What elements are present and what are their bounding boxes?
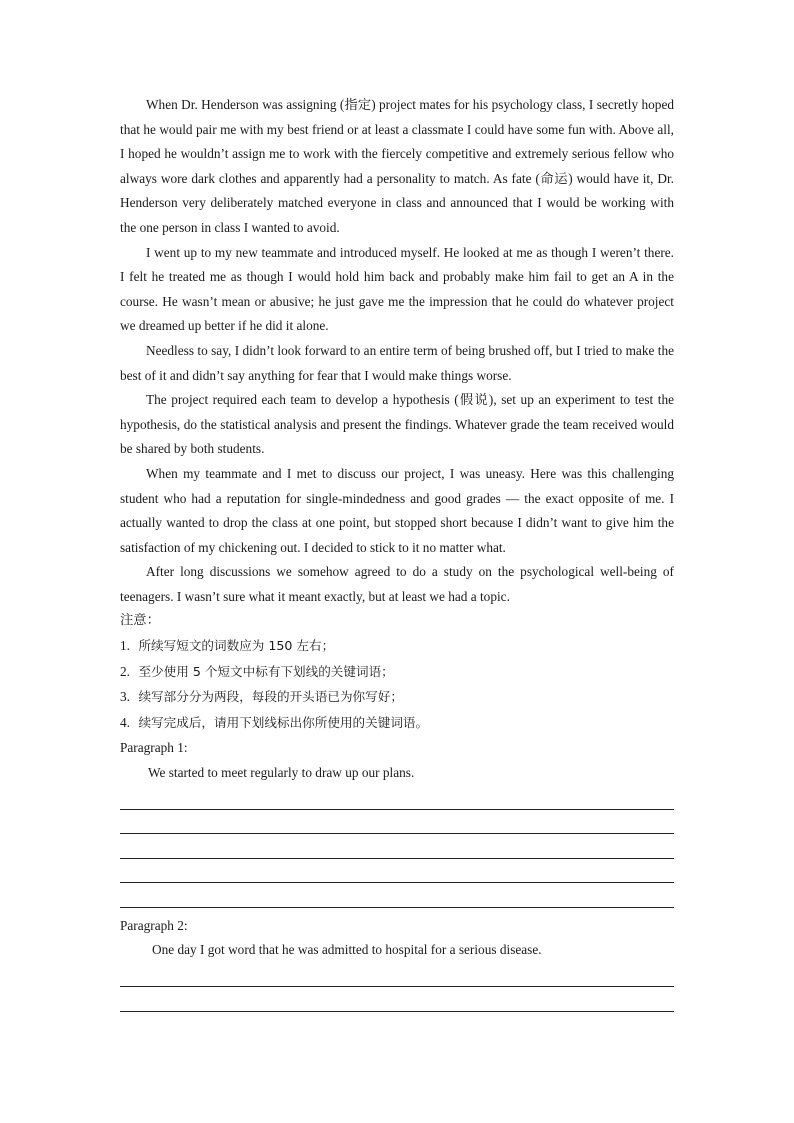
paragraph-1-section bbox=[120, 736, 674, 913]
note-number: 1. bbox=[120, 638, 130, 654]
note-text: 所续写短文的词数应为 150 左右； bbox=[138, 638, 335, 654]
passage bbox=[120, 93, 674, 609]
document-page bbox=[120, 93, 674, 1012]
paragraph-1-opener: We started to meet regularly to draw up our plans. bbox=[148, 765, 415, 781]
note-number: 3. bbox=[120, 689, 130, 705]
note-item-1 bbox=[120, 634, 674, 660]
notes-section bbox=[120, 609, 674, 736]
note-text: 续写部分分为两段，每段的开头语已为你写好； bbox=[138, 689, 403, 705]
note-number: 4. bbox=[120, 714, 130, 730]
writing-line[interactable] bbox=[120, 883, 674, 907]
passage-paragraph-6: After long discussions we somehow agreed to do a study on the psychological well-being of teenagers. I wasn’t sure what it meant exactly, but at least we had a topic. bbox=[120, 564, 674, 604]
writing-line[interactable] bbox=[120, 810, 674, 834]
paragraph-2-section bbox=[120, 914, 674, 1012]
paragraph-1-label: Paragraph 1: bbox=[120, 740, 188, 756]
paragraph-1-writing-lines[interactable] bbox=[120, 786, 674, 908]
paragraph-2-writing-lines[interactable] bbox=[120, 963, 674, 1012]
passage-paragraph-1: When Dr. Henderson was assigning (指定) project mates for his psychology class, I secretly hoped that he would pair me with my best friend or at least a classmate I could have some fun with. Above all, I hoped he wouldn’t assign me to work with the fiercely competitive and extremely serious fellow who always wore dark clothes and apparently had a personality to match. As fate (命运) would have it, Dr. Henderson very deliberately matched everyone in class and announced that I would be working with the one person in class I wanted to avoid. bbox=[120, 97, 674, 235]
passage-paragraph-4: The project required each team to develop a hypothesis (假说), set up an experiment to test the hypothesis, do the statistical analysis and present the findings. Whatever grade the team received would be shared by both students. bbox=[120, 392, 674, 457]
writing-line[interactable] bbox=[120, 859, 674, 883]
writing-line[interactable] bbox=[120, 963, 674, 987]
writing-line[interactable] bbox=[120, 786, 674, 810]
notes-heading: 注意： bbox=[120, 613, 160, 629]
paragraph-2-opener: One day I got word that he was admitted to hospital for a serious disease. bbox=[152, 942, 542, 958]
note-item-3 bbox=[120, 685, 674, 711]
note-item-4 bbox=[120, 711, 674, 737]
note-number: 2. bbox=[120, 663, 130, 679]
passage-paragraph-2: I went up to my new teammate and introduced myself. He looked at me as though I weren’t there. I felt he treated me as though I would hold him back and probably make him fail to get an A in the course. He wasn’t mean or abusive; he just gave me the impression that he could do whatever project we dreamed up better if he did it alone. bbox=[120, 244, 674, 334]
passage-paragraph-5: When my teammate and I met to discuss our project, I was uneasy. Here was this challenging student who had a reputation for single-mindedness and good grades — the exact opposite of me. I actually wanted to drop the class at one point, but stopped short because I didn’t want to give him the satisfaction of my chickening out. I decided to stick to it no matter what. bbox=[120, 465, 674, 555]
paragraph-2-label: Paragraph 2: bbox=[120, 917, 188, 933]
note-text: 至少使用 5 个短文中标有下划线的关键词语； bbox=[138, 663, 394, 679]
writing-line[interactable] bbox=[120, 834, 674, 858]
note-text: 续写完成后，请用下划线标出你所使用的关键词语。 bbox=[138, 714, 429, 730]
passage-paragraph-3: Needless to say, I didn’t look forward to an entire term of being brushed off, but I tried to make the best of it and didn’t say anything for fear that I would make things worse. bbox=[120, 342, 674, 383]
writing-line[interactable] bbox=[120, 987, 674, 1011]
note-item-2 bbox=[120, 660, 674, 686]
